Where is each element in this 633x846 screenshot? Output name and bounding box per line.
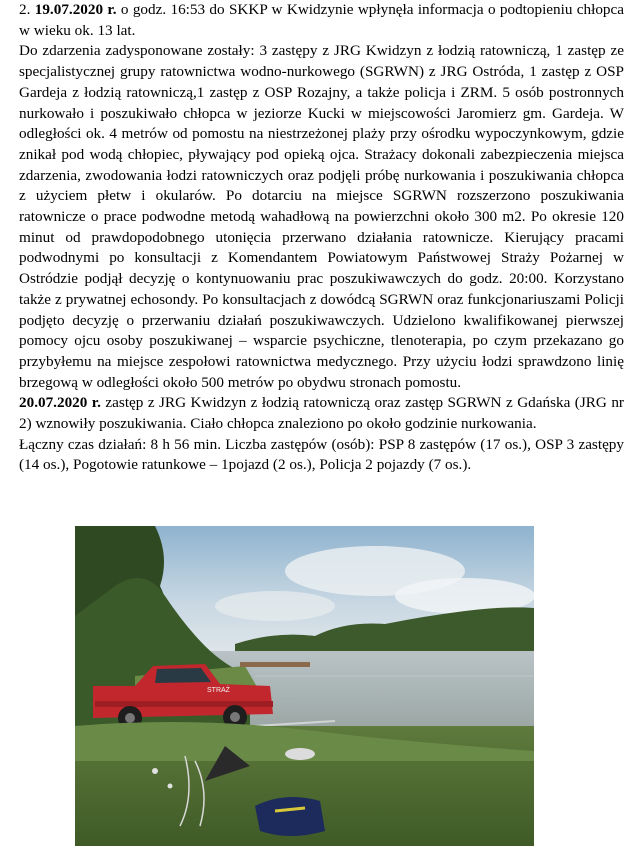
vehicle-lettering: STRAŻ [207, 687, 230, 694]
item-2-intro [19, 0, 624, 41]
incident-date: 19.07.2020 r. [34, 1, 117, 18]
report-document [19, 0, 624, 476]
follow-up-date: 20.07.2020 r. [19, 394, 101, 412]
lake-rescue-photo [75, 526, 534, 846]
dive-bag [255, 797, 325, 836]
follow-up-paragraph [19, 393, 624, 434]
summary-paragraph: Łączny czas działań: 8 h 56 min. Liczba zastępów (osób): PSP 8 zastępów (17 os.), OSP 3 zastępy (14 os.), Pogotowie ratunkowe – 1pojazd (2 os.), Policja 2 pojazdy (7 os.). [19, 435, 624, 474]
item-number: 2. [19, 1, 31, 18]
follow-up-text: zastęp z JRG Kwidzyn z łodzią ratowniczą oraz zastęp SGRWN z Gdańska (JRG nr 2) wznowiły poszukiwania. Ciało chłopca znaleziono po około godzinie nurkowania. [19, 394, 624, 433]
incident-intro-text: o godz. 16:53 do SKKP w Kwidzynie wpłynęła informacja o podtopieniu chłopca w wieku ok. 13 lat. [19, 1, 625, 39]
pier [240, 662, 310, 667]
incident-description: Do zdarzenia zadysponowane zostały: 3 zastępy z JRG Kwidzyn z łodzią ratowniczą, 1 zastęp ze specjalistycznej grupy ratownictwa wodno-nurkowego (SGRWN) z JRG Ostróda, 1 zastęp z OSP Gardeja z łodzią ratowniczą,1 zastęp z OSP Rozajny, a także policja i ZRM. 5 osób postronnych nurkowało i poszukiwało chłopca w jeziorze Kucki w miejscowości Jaromierz gm. Gardeja. W odległości ok. 4 metrów od pomostu na niestrzeżonej plaży przy ośrodku wypoczynkowym, gdzie znikał pod wodą chłopiec, pływający pod opieką ojca. Strażacy dokonali zabezpieczenia miejsca zdarzenia, zwodowania łodzi ratowniczych oraz podjęli próbę nurkowania i poszukiwania chłopca z użyciem płetw i okularów. Po dotarciu na miejsce SGRWN rozszerzono poszukiwania ratownicze o prace podwodne metodą wahadłową na powierzchni około 300 m2. Po okresie 120 minut od prawdopodobnego utonięcia przerwano działania ratownicze. Kierujący pracami podwodnymi po konsultacji z Komendantem Powiatowym Państwowej Straży Pożarnej w Ostródzie podjął decyzję o kontynuowaniu prac poszukiwawczych do godz. 20:00. Korzystano także z prywatnej echosondy. Po konsultacjach z dowódcą SGRWN oraz funkcjonariuszami Policji podjęto decyzję o przerwaniu działań poszukiwawczych. Udzielono kwalifikowanej pierwszej pomocy ojcu osoby poszukiwanej – wsparcie psychiczne, tlenoterapia, po czym przekazano go przybyłemu na miejsce zespołowi ratownictwa medycznego. Przy użyciu łodzi sprawdzono linię brzegową w odległości około 500 metrów po obydwu stronach pomostu. [19, 42, 624, 391]
